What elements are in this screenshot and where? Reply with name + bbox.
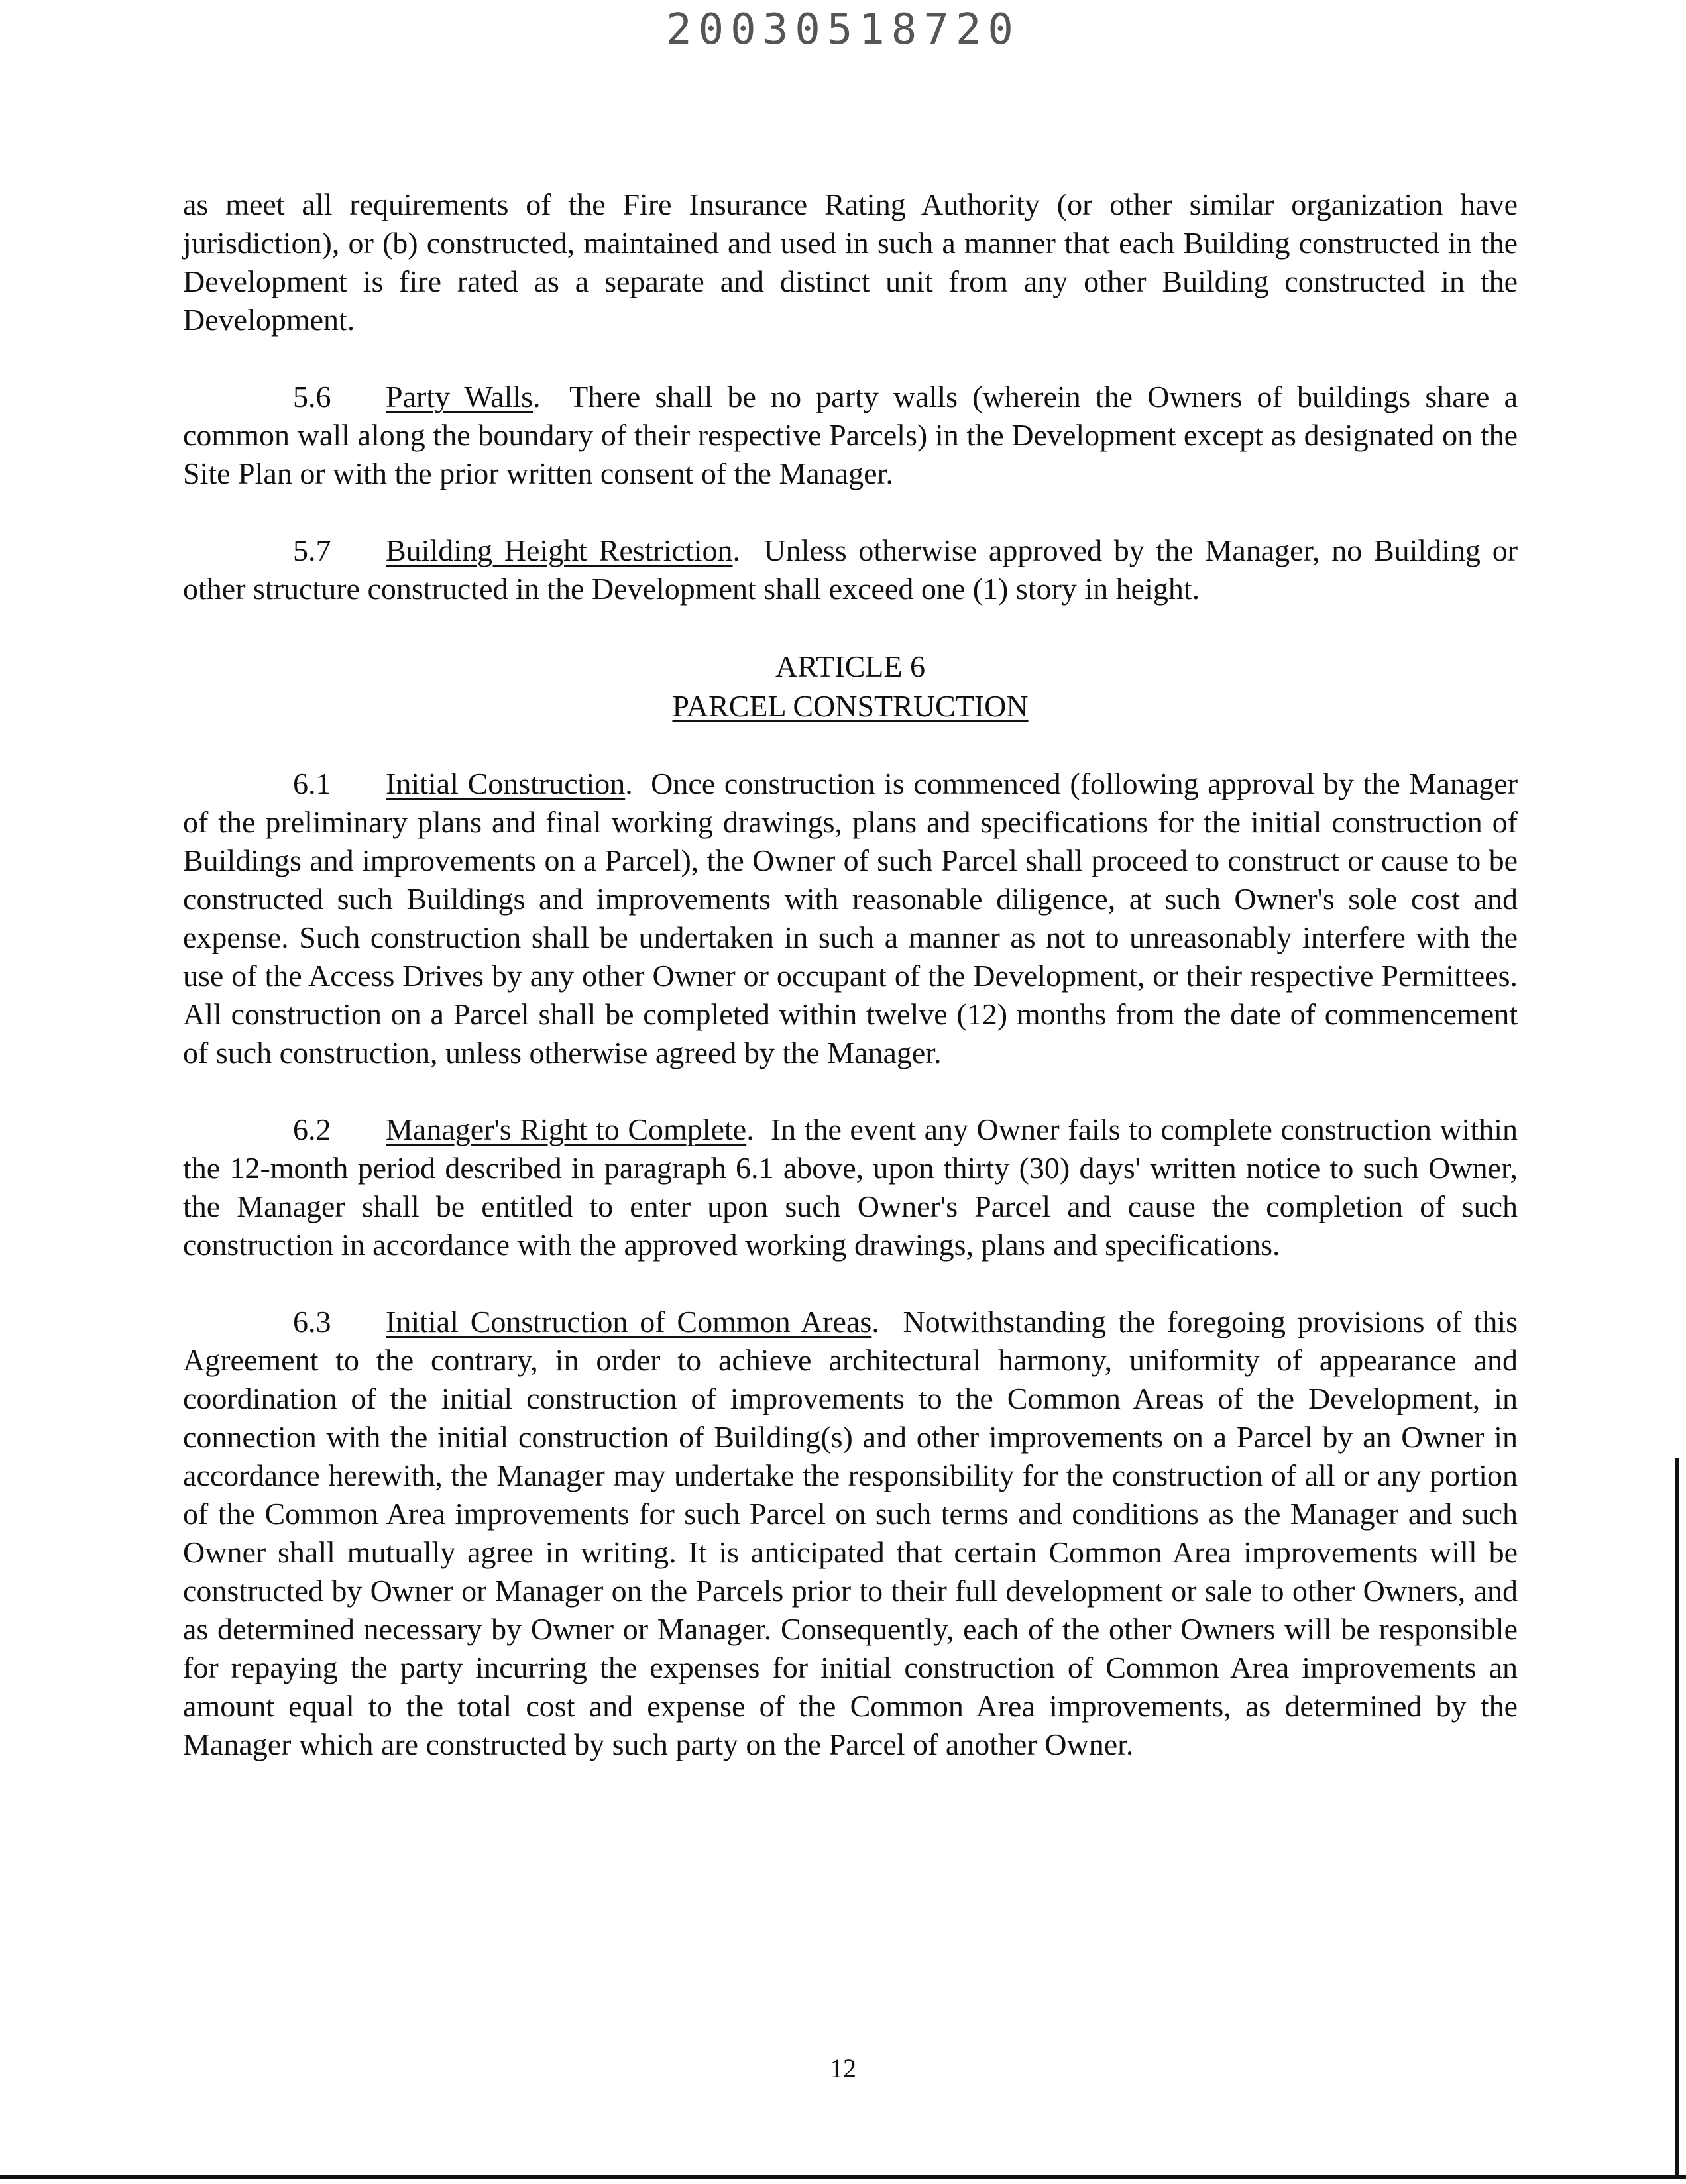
section-heading: Initial Construction of Common Areas (386, 1305, 872, 1338)
section-number: 5.7 (293, 533, 331, 567)
article-heading (183, 647, 1518, 726)
section-6-3: 6.3 Initial Construction of Common Areas. Notwithstanding the foregoing provisions of this Agreement to the contrary, in order to achieve architectural harmony, uniformity of appearance and coordination of the initial construction of improvements to the Common Areas of the Development, in connection with the initial construction of Building(s) and other improvements on a Parcel by an Owner in accordance herewith, the Manager may undertake the responsibility for the construction of all or any portion of the Common Area improvements for such Parcel on such terms and conditions as the Manager and such Owner shall mutually agree in writing. It is anticipated that certain Common Area improvements will be constructed by Owner or Manager on the Parcels prior to their full development or sale to other Owners, and as determined necessary by Owner or Manager. Consequently, each of the other Owners will be responsible for repaying the party incurring the expenses for initial construction of Common Area improvements an amount equal to the total cost and expense of the Common Area improvements, as determined by the Manager which are constructed by such party on the Parcel of another Owner. (183, 1303, 1518, 1764)
section-6-2: 6.2 Manager's Right to Complete. In the event any Owner fails to complete construction within the 12-month period described in paragraph 6.1 above, upon thirty (30) days' written notice to such Owner, the Manager shall be entitled to enter upon such Owner's Parcel and cause the completion of such construction in accordance with the approved working drawings, plans and specifications. (183, 1111, 1518, 1264)
section-number: 6.1 (293, 767, 331, 800)
section-heading: Initial Construction (386, 767, 626, 800)
document-number: 20030518720 (666, 5, 1020, 54)
section-text: There shall be no party walls (wherein the Owners of buildings share a common wall along the boundary of their respective Parcels) in the Development except as designated on the Site Plan or with the prior written consent of the Manager. (183, 380, 1518, 490)
section-heading: Building Height Restriction (386, 533, 733, 567)
page-number: 12 (830, 2053, 856, 2083)
section-6-1: 6.1 Initial Construction. Once construction is commenced (following approval by the Manager of the preliminary plans and final working drawings, plans and specifications for the initial construction of Buildings and improvements on a Parcel), the Owner of such Parcel shall proceed to construct or cause to be constructed such Buildings and improvements with reasonable diligence, at such Owner's sole cost and expense. Such construction shall be undertaken in such a manner as not to unreasonably interfere with the use of the Access Drives by any other Owner or occupant of the Development, or their respective Permittees. All construction on a Parcel shall be completed within twelve (12) months from the date of commencement of such construction, unless otherwise agreed by the Manager. (183, 765, 1518, 1072)
section-5-7: 5.7 Building Height Restriction. Unless otherwise approved by the Manager, no Building or other structure constructed in the Development shall exceed one (1) story in height. (183, 531, 1518, 608)
section-text: Unless otherwise approved by the Manager, no Building or other structure constructed in the Development shall exceed one (1) story in height. (183, 533, 1518, 606)
section-text: Once construction is commenced (following approval by the Manager of the preliminary plans and final working drawings, plans and specifications for the initial construction of Buildings and improvements on a Parcel), the Owner of such Parcel shall proceed to construct or cause to be constructed such Buildings and improvements with reasonable diligence, at such Owner's sole cost and expense. Such construction shall be undertaken in such a manner as not to unreasonably interfere with the use of the Access Drives by any other Owner or occupant of the Development, or their respective Permittees. All construction on a Parcel shall be completed within twelve (12) months from the date of commencement of such construction, unless otherwise agreed by the Manager. (183, 767, 1518, 1069)
section-heading: Manager's Right to Complete (386, 1113, 747, 1146)
section-text: In the event any Owner fails to complete construction within the 12-month period described in paragraph 6.1 above, upon thirty (30) days' written notice to such Owner, the Manager shall be entitled to enter upon such Owner's Parcel and cause the completion of such construction in accordance with the approved working drawings, plans and specifications. (183, 1113, 1518, 1262)
section-5-6: 5.6 Party Walls. There shall be no party walls (wherein the Owners of buildings share a common wall along the boundary of their respective Parcels) in the Development except as designated on the Site Plan or with the prior written consent of the Manager. (183, 378, 1518, 493)
section-number: 6.2 (293, 1113, 331, 1146)
section-heading: Party Walls (386, 380, 534, 413)
section-number: 5.6 (293, 380, 331, 413)
section-text: Notwithstanding the foregoing provisions of this Agreement to the contrary, in order to achieve architectural harmony, uniformity of appearance and coordination of the initial construction of improvements to the Common Areas of the Development, in connection with the initial construction of Building(s) and other improvements on a Parcel by an Owner in accordance herewith, the Manager may undertake the responsibility for the construction of all or any portion of the Common Area improvements for such Parcel on such terms and conditions as the Manager and such Owner shall mutually agree in writing. It is anticipated that certain Common Area improvements will be constructed by Owner or Manager on the Parcels prior to their full development or sale to other Owners, and as determined necessary by Owner or Manager. Consequently, each of the other Owners will be responsible for repaying the party incurring the expenses for initial construction of Common Area improvements an amount equal to the total cost and expense of the Common Area improvements, as determined by the Manager which are constructed by such party on the Parcel of another Owner. (183, 1305, 1518, 1761)
scan-edge-line-right (1675, 1458, 1679, 2179)
article-title: PARCEL CONSTRUCTION (672, 689, 1029, 723)
intro-paragraph: as meet all requirements of the Fire Insurance Rating Authority (or other similar organization have jurisdiction), or (b) constructed, maintained and used in such a manner that each Building constructed in the Development is fire rated as a separate and distinct unit from any other Building constructed in the Development. (183, 188, 1518, 337)
scan-edge-line-bottom (0, 2175, 1686, 2179)
article-label: ARTICLE 6 (775, 649, 925, 683)
section-number: 6.3 (293, 1305, 331, 1338)
document-body (183, 186, 1518, 1802)
